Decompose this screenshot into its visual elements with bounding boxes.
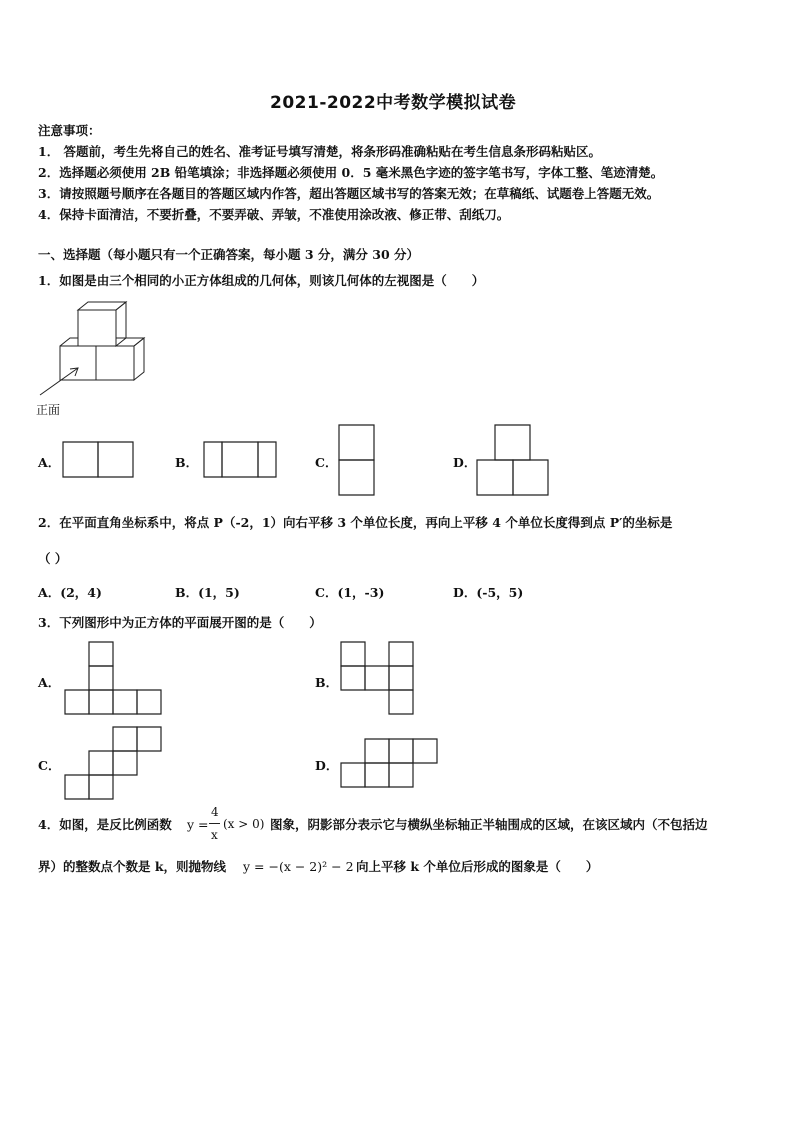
q1-option-c-label: C． [315, 455, 338, 470]
q3-option-b-label: B． [315, 675, 339, 690]
q3-option-a-label: A． [38, 675, 61, 690]
q3-option-c-label: C． [38, 758, 61, 773]
q4-fraction-bar [209, 823, 220, 824]
notice-heading: 注意事项： [38, 123, 101, 138]
q2-option-d: D．(-5，5) [453, 585, 524, 600]
section-heading: 一、选择题（每小题只有一个正确答案，每小题 3 分，满分 30 分） [38, 247, 420, 262]
q2-option-a: A．(2，4) [38, 585, 102, 600]
question-2-paren: （ ） [38, 551, 68, 566]
question-1-stem: 1．如图是由三个相同的小正方体组成的几何体，则该几何体的左视图是（ ） [38, 273, 485, 288]
q4-function-y: y = [187, 817, 209, 832]
q1-option-a-label: A． [38, 455, 61, 470]
q1-option-c-figure [338, 424, 378, 498]
q3-option-d-label: D． [315, 758, 339, 773]
q1-option-b-label: B． [175, 455, 199, 470]
q3-option-a-net [64, 641, 164, 719]
q1-front-label: 正面 [36, 403, 61, 417]
question-3-stem: 3．下列图形中为正方体的平面展开图的是（ ） [38, 615, 322, 630]
q3-option-c-net [64, 726, 164, 804]
q4-function-denominator: x [211, 828, 218, 842]
question-4-line1-end: 图象，阴影部分表示它与横纵坐标轴正半轴围成的区域，在该区域内（不包括边 [270, 817, 708, 832]
question-4-line2-end: 向上平移 k 个单位后形成的图象是（ ） [356, 859, 599, 874]
q4-function-condition: (x > 0) [223, 817, 265, 831]
notice-item: 1． 答题前，考生先将自己的姓名、准考证号填写清楚，将条形码准确粘贴在考生信息条形码粘贴区。 [38, 144, 602, 159]
q3-option-b-net [340, 641, 416, 719]
page-title: 2021-2022中考数学模拟试卷 [270, 93, 517, 113]
notice-item: 4．保持卡面清洁，不要折叠，不要弄破、弄皱，不准使用涂改液、修正带、刮纸刀。 [38, 207, 510, 222]
q2-option-b: B．(1，5) [175, 585, 240, 600]
q1-option-d-label: D． [453, 455, 477, 470]
q1-option-a-figure [62, 441, 136, 479]
q4-function-numerator: 4 [211, 805, 219, 819]
q1-option-b-figure [203, 441, 279, 479]
q4-parabola-formula: y = −(x − 2)² − 2 [243, 859, 354, 874]
q3-option-d-net [340, 738, 440, 790]
question-4-line2-start: 界）的整数点个数是 k，则抛物线 [38, 859, 227, 874]
question-4-line1-start: 4．如图，是反比例函数 [38, 817, 172, 832]
q2-option-c: C．(1，-3) [315, 585, 385, 600]
notice-item: 3．请按照题号顺序在各题目的答题区域内作答，超出答题区域书写的答案无效；在草稿纸、试题卷上答题无效。 [38, 186, 660, 201]
q1-option-d-figure [476, 424, 552, 498]
question-2-stem: 2．在平面直角坐标系中，将点 P（-2，1）向右平移 3 个单位长度，再向上平移 4 个单位长度得到点 P′的坐标是 [38, 515, 673, 530]
notice-item: 2．选择题必须使用 2B 铅笔填涂；非选择题必须使用 0．5 毫米黑色字迹的签字笔书写，字体工整、笔迹清楚。 [38, 165, 664, 180]
